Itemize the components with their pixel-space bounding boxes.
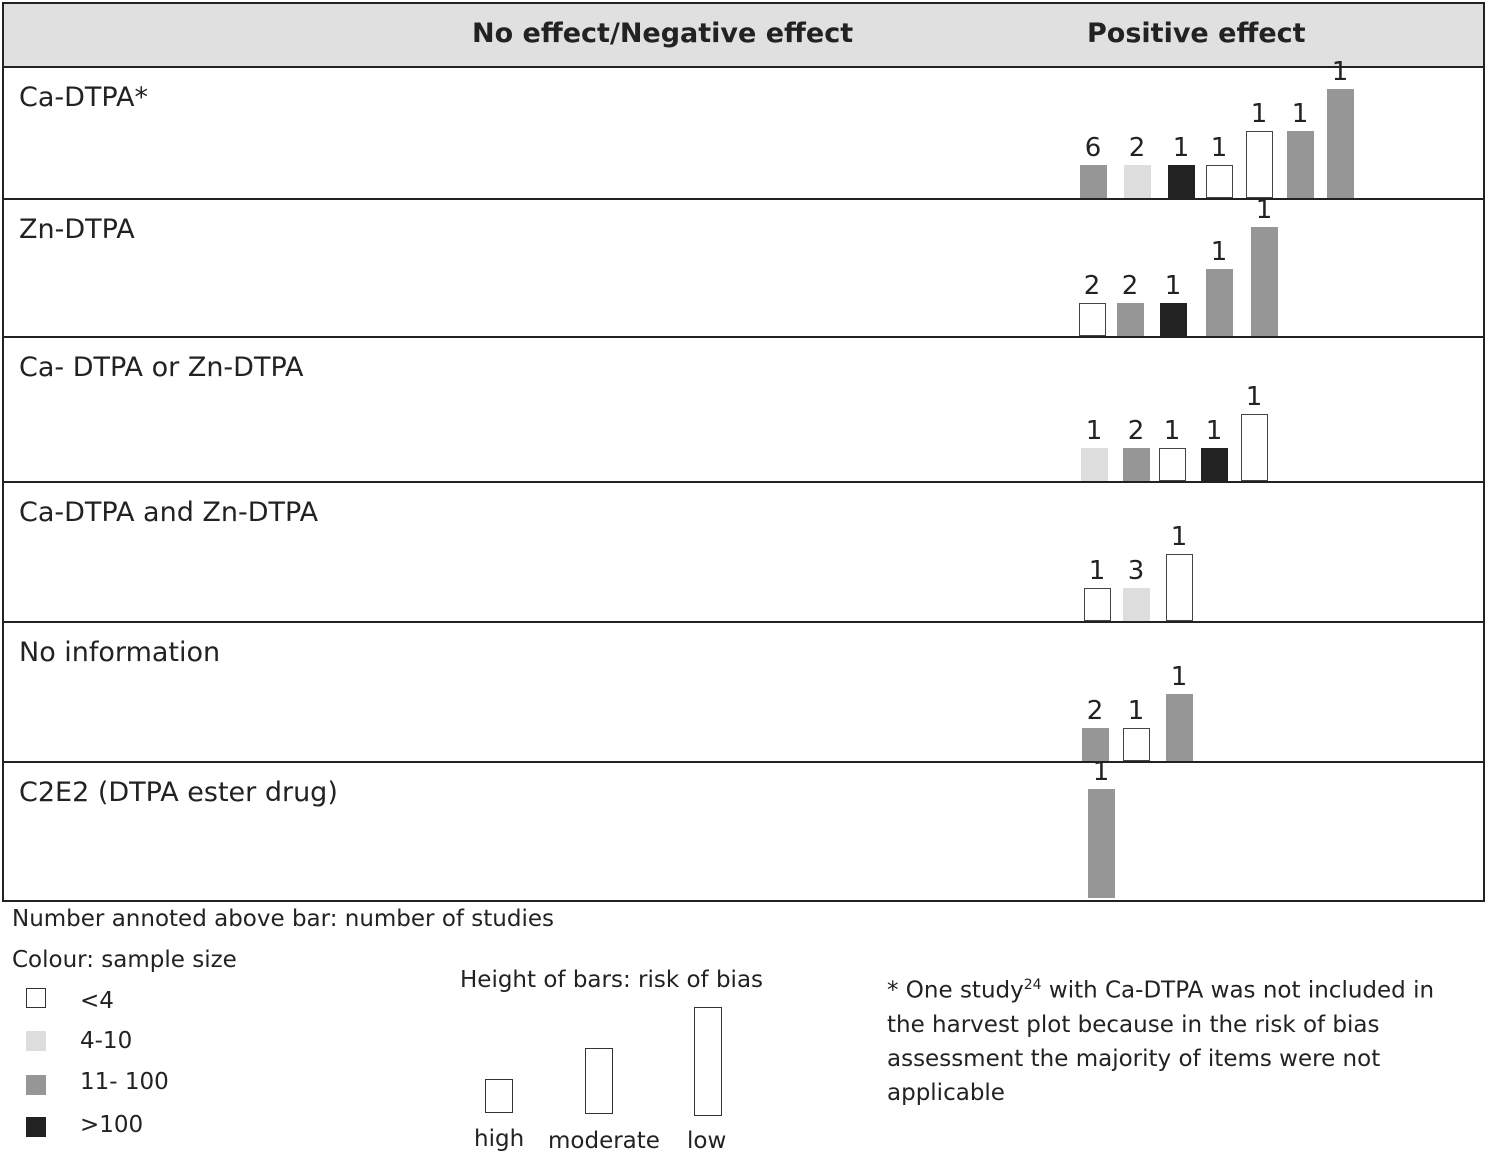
colour-legend-title: Colour: sample size: [12, 947, 237, 973]
harvest-table: [2, 2, 1485, 902]
bar-count-label: 1: [1088, 556, 1106, 586]
swatch-lt4: [26, 988, 46, 1008]
bar-count-label: 1: [1170, 522, 1188, 552]
bar-count-label: 2: [1121, 271, 1139, 301]
bar: [1166, 694, 1193, 761]
row-1: [4, 195, 1483, 338]
table-header: [4, 4, 1483, 68]
bar: [1080, 165, 1107, 198]
row-label: No information: [19, 637, 221, 668]
bar: [1159, 448, 1186, 481]
bar: [1201, 448, 1228, 481]
bar-count-label: 2: [1128, 133, 1146, 163]
bar: [1206, 269, 1233, 336]
row-5: [4, 757, 1483, 898]
bar: [1123, 728, 1150, 761]
colour-label: 11- 100: [80, 1069, 169, 1095]
colour-label: >100: [80, 1112, 144, 1138]
bar: [1123, 448, 1150, 481]
bar: [1123, 588, 1150, 621]
bar: [1081, 448, 1108, 481]
height-legend-title: Height of bars: risk of bias: [460, 967, 764, 993]
colour-label: <4: [80, 988, 114, 1014]
bar-count-label: 1: [1205, 416, 1223, 446]
footnote: [887, 968, 1457, 1110]
bar-count-label: 2: [1127, 416, 1145, 446]
height-label: low: [687, 1128, 727, 1154]
bar-count-label: 1: [1210, 133, 1228, 163]
bar: [1246, 131, 1273, 198]
bar: [1084, 588, 1111, 621]
colour-label: 4-10: [80, 1028, 133, 1054]
row-label: Ca-DTPA and Zn-DTPA: [19, 497, 319, 528]
bar: [1160, 303, 1187, 336]
bar: [1241, 414, 1268, 481]
header-no-effect: No effect/Negative effect: [472, 18, 854, 49]
bar-count-label: 1: [1172, 133, 1190, 163]
bar-count-label: 1: [1331, 57, 1349, 87]
row-0: [4, 57, 1483, 200]
bar: [1287, 131, 1314, 198]
bar-count-label: 1: [1245, 382, 1263, 412]
bar: [1206, 165, 1233, 198]
swatch-4-10: [26, 1031, 46, 1051]
header-positive-effect: Positive effect: [1087, 18, 1306, 49]
height-moderate-sample: [585, 1048, 613, 1114]
bar-count-label: 1: [1163, 416, 1181, 446]
bar-count-label: 1: [1164, 271, 1182, 301]
bar-count-label: 1: [1085, 416, 1103, 446]
swatch-gt100: [26, 1117, 46, 1137]
height-high-sample: [485, 1079, 513, 1113]
bar-count-label: 2: [1086, 696, 1104, 726]
bar-count-label: 1: [1291, 99, 1309, 129]
row-2: [4, 338, 1483, 483]
row-label: C2E2 (DTPA ester drug): [19, 777, 338, 808]
row-label: Ca- DTPA or Zn-DTPA: [19, 352, 304, 383]
row-3: [4, 483, 1483, 623]
bar: [1168, 165, 1195, 198]
row-label: Zn-DTPA: [19, 214, 135, 245]
bar: [1117, 303, 1144, 336]
bar-count-label: 2: [1083, 271, 1101, 301]
legend-note: Number annoted above bar: number of studies: [12, 906, 555, 932]
bar: [1079, 303, 1106, 336]
bar: [1166, 554, 1193, 621]
footnote-text: with Ca-DTPA was not included in the harvest plot because in the risk of bias assessment the majority of items were not applicable: [887, 977, 1435, 1106]
bar: [1327, 89, 1354, 198]
row-label: Ca-DTPA*: [19, 82, 148, 113]
swatch-11-100: [26, 1075, 46, 1095]
height-label: high: [474, 1126, 525, 1152]
bar-count-label: 6: [1084, 133, 1102, 163]
bar: [1124, 165, 1151, 198]
bar-count-label: 1: [1255, 195, 1273, 225]
bar-count-label: 1: [1250, 99, 1268, 129]
row-4: [4, 623, 1483, 763]
bar-count-label: 3: [1127, 556, 1145, 586]
footnote-text: * One study: [887, 977, 1024, 1004]
bar: [1088, 789, 1115, 898]
bar-count-label: 1: [1210, 237, 1228, 267]
height-label: moderate: [548, 1128, 660, 1154]
bar-count-label: 1: [1170, 662, 1188, 692]
bar-count-label: 1: [1127, 696, 1145, 726]
bar-count-label: 1: [1092, 757, 1110, 787]
height-low-sample: [694, 1007, 722, 1116]
bar: [1251, 227, 1278, 336]
footnote-ref: 24: [1023, 977, 1042, 993]
